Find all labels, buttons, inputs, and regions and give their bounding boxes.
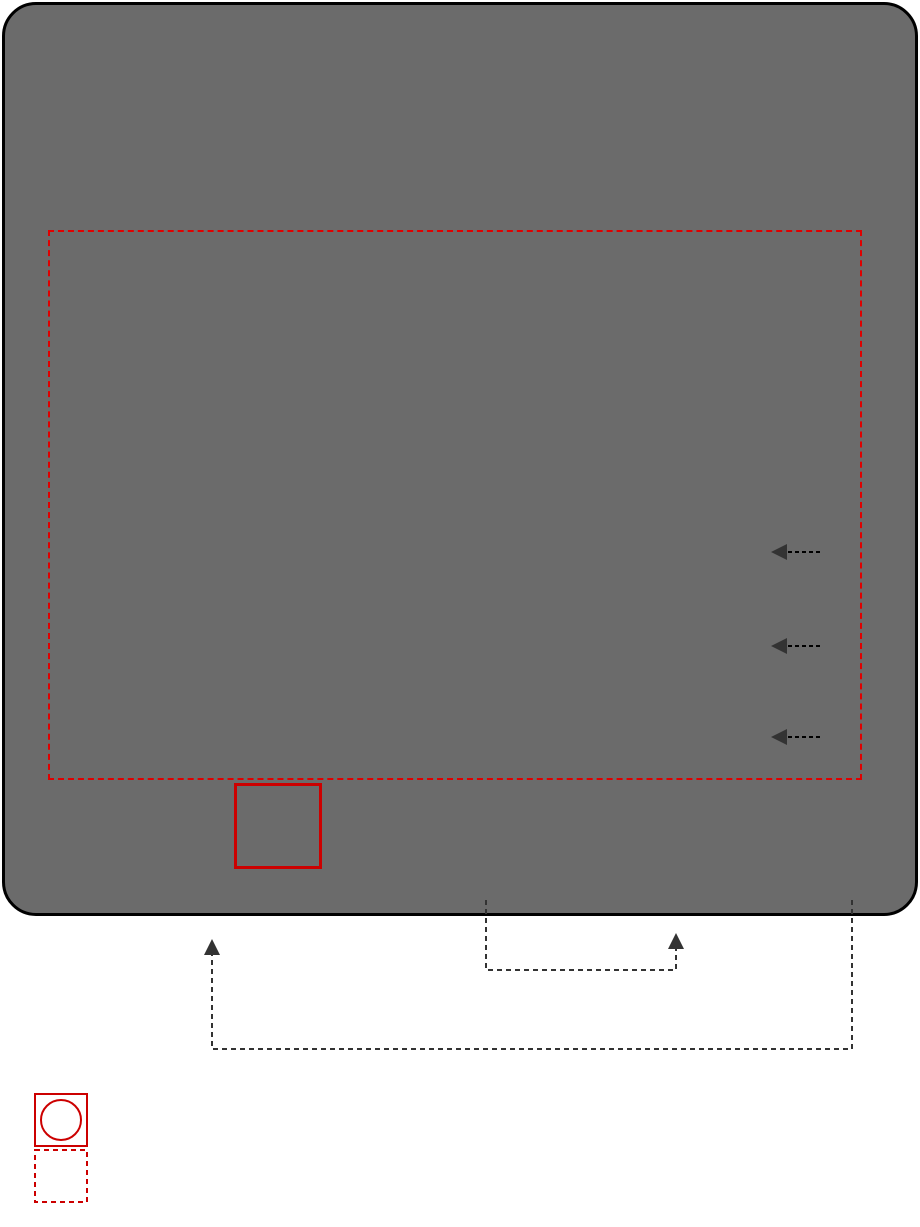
selected-bar-highlight (234, 783, 322, 869)
legend-round-button-box (35, 1094, 87, 1146)
solo-bar-connector (212, 900, 852, 1049)
legend-dashed-box (35, 1150, 87, 1202)
legend-round-button-icon (41, 1100, 81, 1140)
launchpad-body (2, 2, 918, 916)
